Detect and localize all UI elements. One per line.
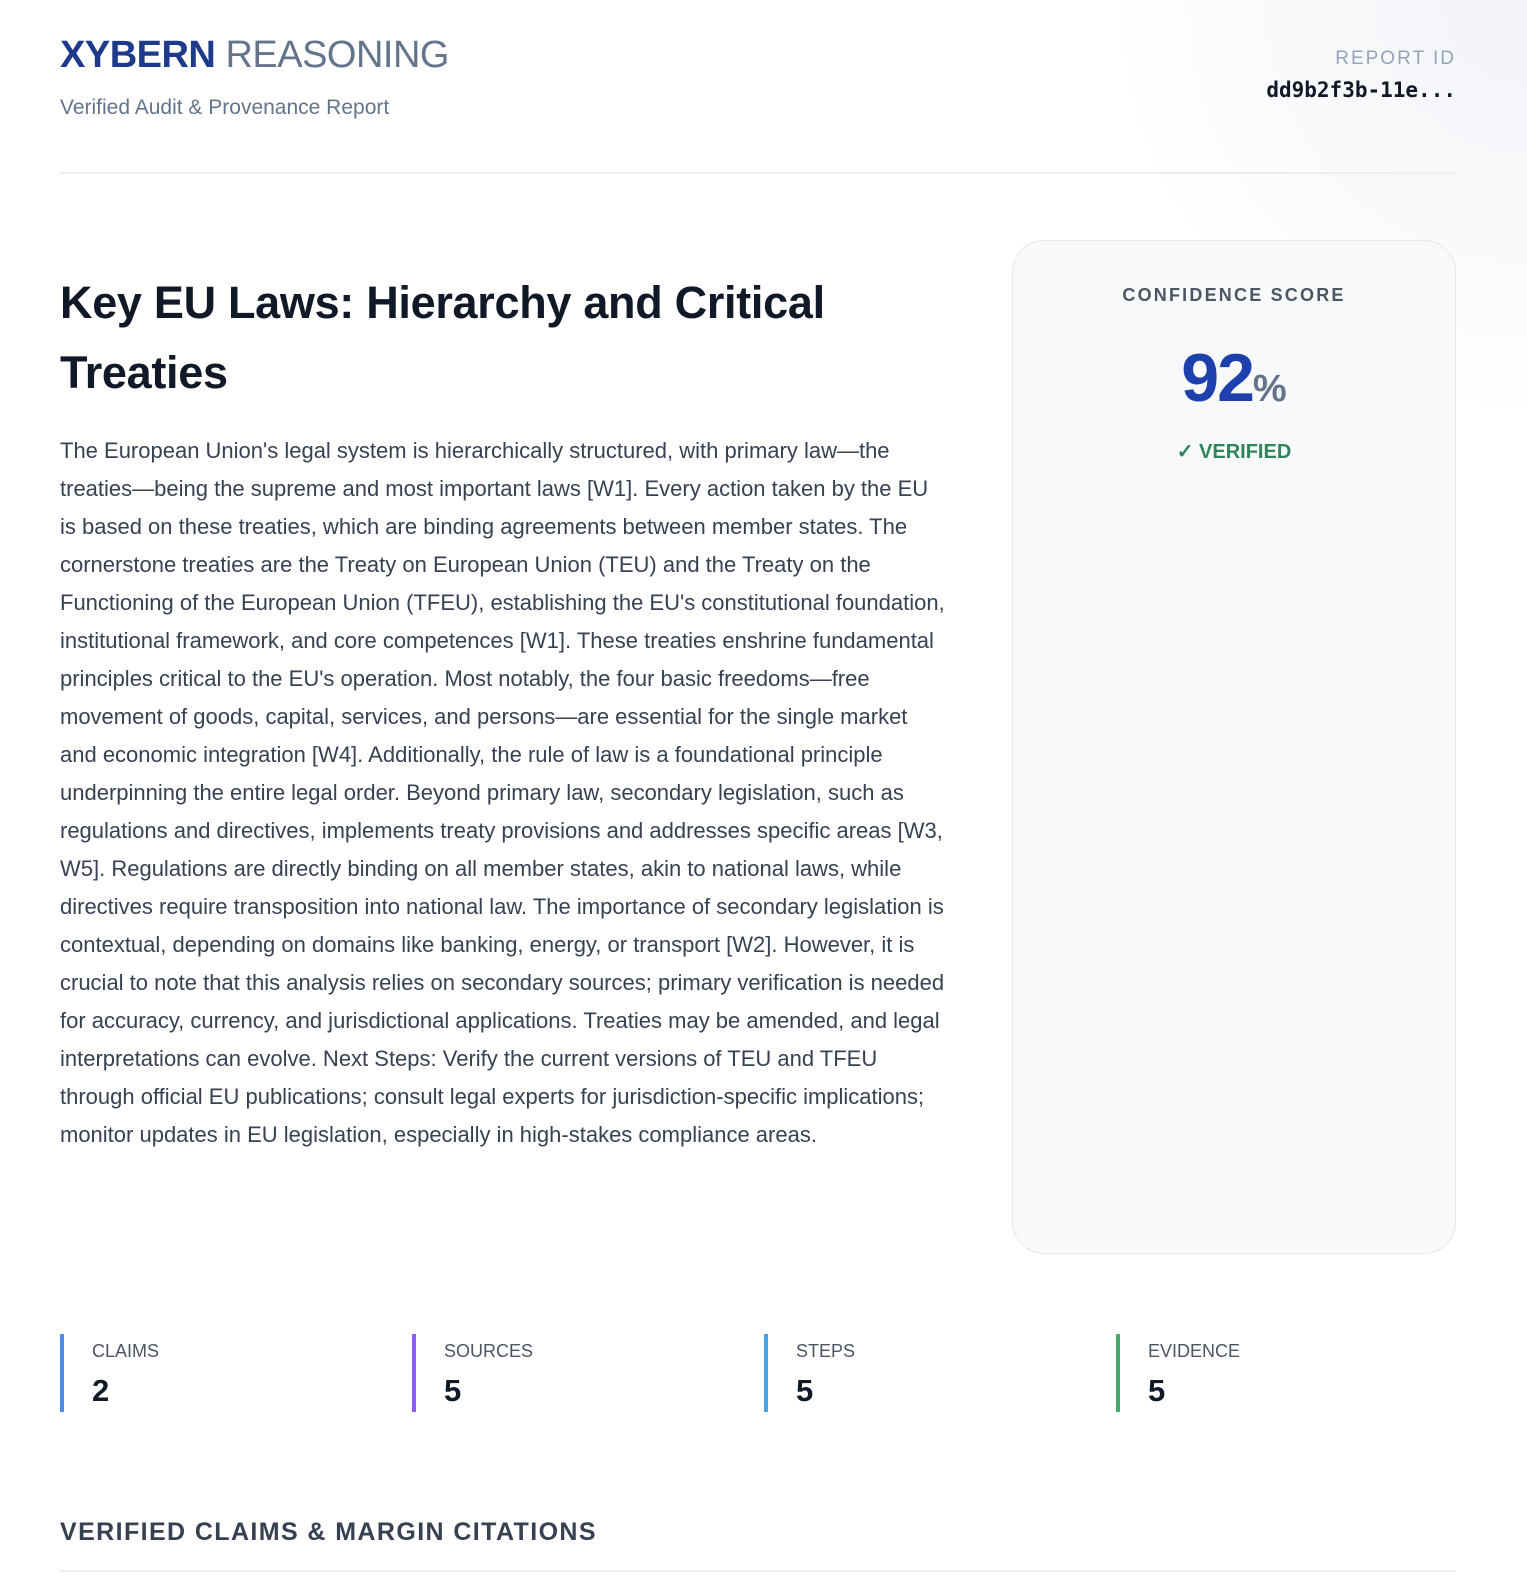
report-title: Key EU Laws: Hierarchy and Critical Treaties (60, 277, 825, 398)
report-id-label: REPORT ID (1335, 48, 1456, 69)
report-summary: The European Union's legal system is hierarchically structured, with primary law—the treaties—being the supreme and most important laws [W1]. Every action taken by the EU is based on these treaties, which are binding agreements between member states. The cornerstone treaties are the Treaty on European Union (TEU) and the Treaty on the Functioning of the European Union (TFEU), establishing the EU's constitutional foundation, institutional framework, and core competences [W1]. These treaties enshrine fundamental principles critical to the EU's operation. Most notably, the four basic freedoms—free movement of goods, capital, services, and persons—are essential for the single market and economic integration [W4]. Additionally, the rule of law is a foundational principle underpinning the entire legal order. Beyond primary law, secondary legislation, such as regulations and directives, implements treaty provisions and addresses specific areas [W3, W5]. Regulations are directly binding on all member states, akin to national laws, while directives require transposition into national law. The importance of secondary legislation is contextual, depending on domains like banking, energy, or transport [W2]. However, it is crucial to note that this analysis relies on secondary sources; primary verification is needed for accuracy, currency, and jurisdictional applications. Treaties may be amended, and legal interpretations can evolve. Next Steps: Verify the current versions of TEU and TFEU through official EU publications; consult legal experts for jurisdiction-specific implications; monitor updates in EU legislation, especially in high-stakes compliance areas. (60, 438, 945, 1147)
stat-value: 5 (1148, 1373, 1166, 1408)
stat-value: 5 (796, 1373, 814, 1408)
brand-name-secondary: REASONING (225, 34, 449, 76)
report-page (60, 0, 1456, 1591)
stat-steps (764, 1334, 1064, 1412)
report-header (60, 32, 1456, 174)
report-subtitle: Verified Audit & Provenance Report (60, 96, 390, 119)
stat-value: 5 (444, 1373, 462, 1408)
section-divider (60, 1570, 1456, 1572)
section-title-verified-claims: VERIFIED CLAIMS & MARGIN CITATIONS (60, 1518, 597, 1546)
brand-logo (60, 32, 449, 78)
confidence-score-unit: % (1252, 368, 1287, 410)
brand-name-primary: XYBERN (60, 34, 216, 76)
stat-label: EVIDENCE (1148, 1341, 1241, 1361)
stat-label: CLAIMS (92, 1341, 160, 1361)
stat-label: SOURCES (444, 1341, 534, 1361)
verified-badge: ✓ VERIFIED (1176, 441, 1292, 463)
stat-claims (60, 1334, 360, 1412)
confidence-score (1013, 339, 1455, 417)
report-id-value: dd9b2f3b-11e... (1266, 78, 1456, 102)
confidence-card (1012, 240, 1456, 1254)
stat-label: STEPS (796, 1341, 856, 1361)
confidence-score-value: 92 (1181, 340, 1253, 416)
confidence-score-label: CONFIDENCE SCORE (1122, 285, 1346, 305)
stat-sources (412, 1334, 712, 1412)
stats-row (60, 1334, 1456, 1412)
stat-value: 2 (92, 1373, 110, 1408)
stat-evidence (1116, 1334, 1416, 1412)
